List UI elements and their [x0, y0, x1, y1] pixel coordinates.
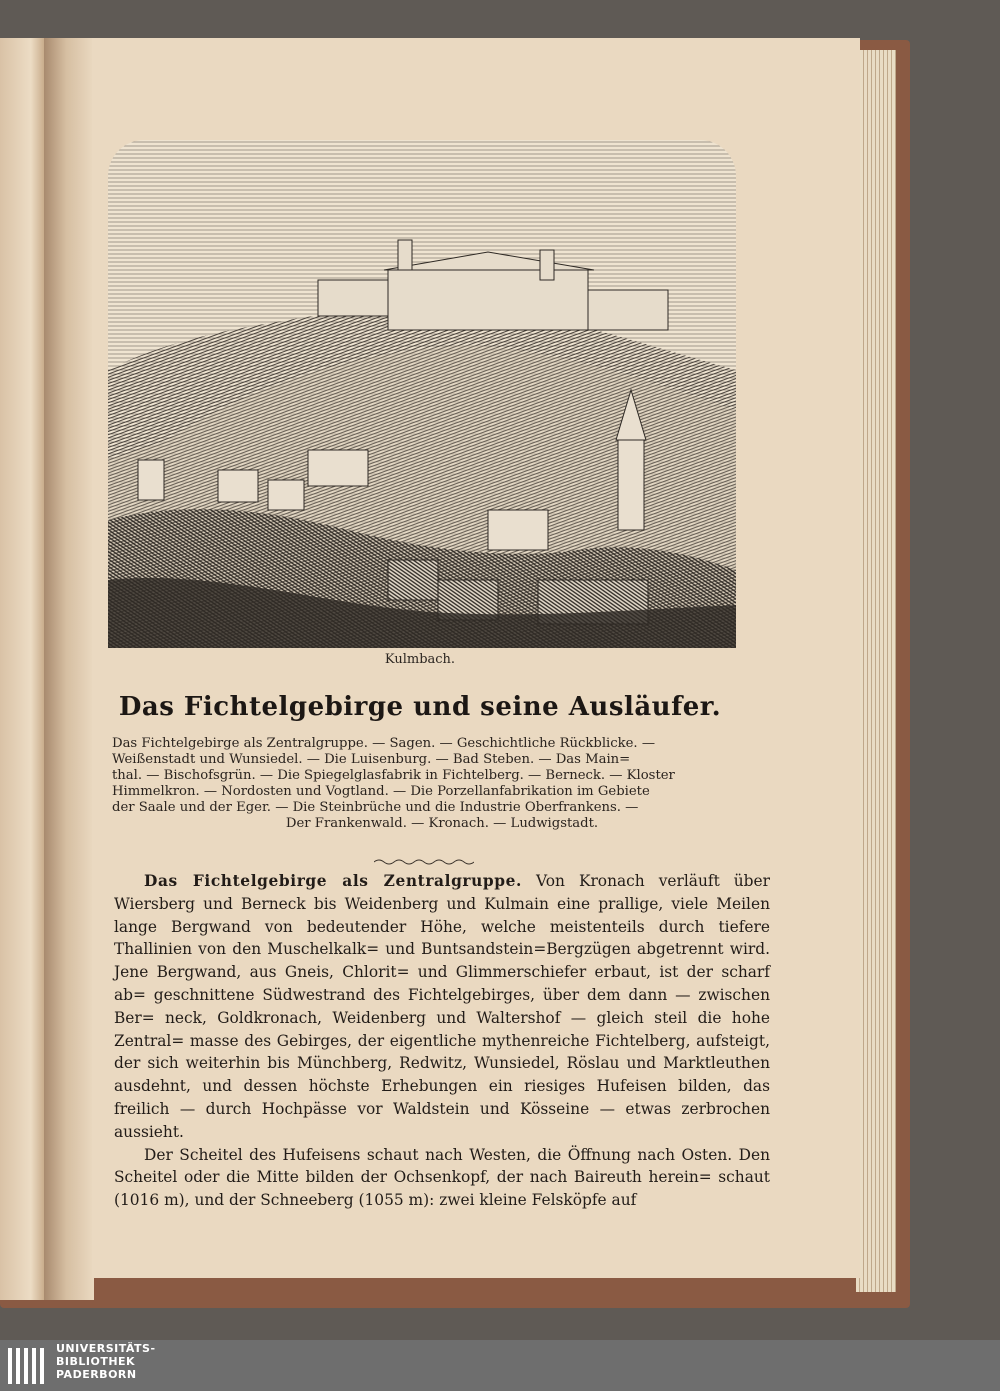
summary-line: Das Fichtelgebirge als Zentralgruppe. — Sagen. — Geschichtliche Rückblicke. — — [112, 736, 656, 751]
chapter-title: Das Fichtelgebirge und seine Ausläufer. — [118, 692, 722, 722]
library-name-line: PADERBORN — [56, 1368, 137, 1381]
engraving-image — [108, 140, 736, 648]
summary-line: Weißenstadt und Wunsiedel. — Die Luisenburg. — Bad Steben. — Das Main= — [112, 752, 631, 767]
library-name-line: UNIVERSITÄTS- — [56, 1342, 156, 1355]
ornamental-divider — [374, 858, 474, 866]
summary-line: Himmelkron. — Nordosten und Vogtland. — Die Porzellanfabrikation im Gebiete — [112, 784, 650, 799]
paragraph-text: Von Kronach verläuft über Wiersberg und Berneck bis Weidenberg und Kulmain eine prallige, viele Meilen lange Bergwand von bedeutender Höhe, welche meistenteils durch tiefere Thallinien von den Muschelkalk= und Buntsandstein=Bergzügen abgetrennt wird. Jene Bergwand, aus Gneis, Chlorit= und Glimmerschiefer erbaut, ist der scharf ab= geschnittene Südwestrand des Fichtelgebirges, über dem dann — zwischen Ber= neck, Goldkronach, Weidenberg und Waltershof — gleich steil die hohe Zentral= masse des Gebirges, der eigentliche mythenreiche Fichtelberg, aufsteigt, der sich weiterhin bis Münchberg, Redwitz, Wunsiedel, Röslau und Marktleuthen ausdehnt, und dessen höchste Erhebungen ein riesiges Hufeisen bilden, das freilich — durch Hochpässe vor Waldstein und Kösseine — etwas zerbrochen aussieht. — [114, 872, 770, 1141]
illustration-caption: Kulmbach. — [384, 652, 456, 667]
library-name-line: BIBLIOTHEK — [56, 1355, 136, 1368]
section-heading: Das Fichtelgebirge als Zentralgruppe. — [144, 872, 523, 890]
summary-line: thal. — Bischofsgrün. — Die Spiegelglasfabrik in Fichtelberg. — Berneck. — Kloster — [112, 768, 675, 783]
summary-line: der Saale und der Eger. — Die Steinbrüche und die Industrie Oberfrankens. — — [112, 800, 639, 815]
left-page-edge — [0, 38, 44, 1300]
chapter-summary — [112, 736, 772, 832]
body-text — [114, 870, 770, 1212]
paragraph: Der Scheitel des Hufeisens schaut nach Westen, die Öffnung nach Osten. Den Scheitel oder die Mitte bilden der Ochsenkopf, der nach Baireuth herein= schaut (1016 m), und der Schneeberg (1055 m): zwei kleine Felsköpfe auf — [114, 1145, 770, 1210]
page-edges — [856, 50, 896, 1292]
library-name — [56, 1342, 156, 1381]
book-gutter — [44, 38, 94, 1300]
summary-line: Der Frankenwald. — Kronach. — Ludwigstadt. — [285, 816, 599, 831]
library-logo-icon — [6, 1346, 48, 1386]
paragraph — [114, 870, 770, 1144]
engraving-kulmbach — [108, 140, 736, 648]
